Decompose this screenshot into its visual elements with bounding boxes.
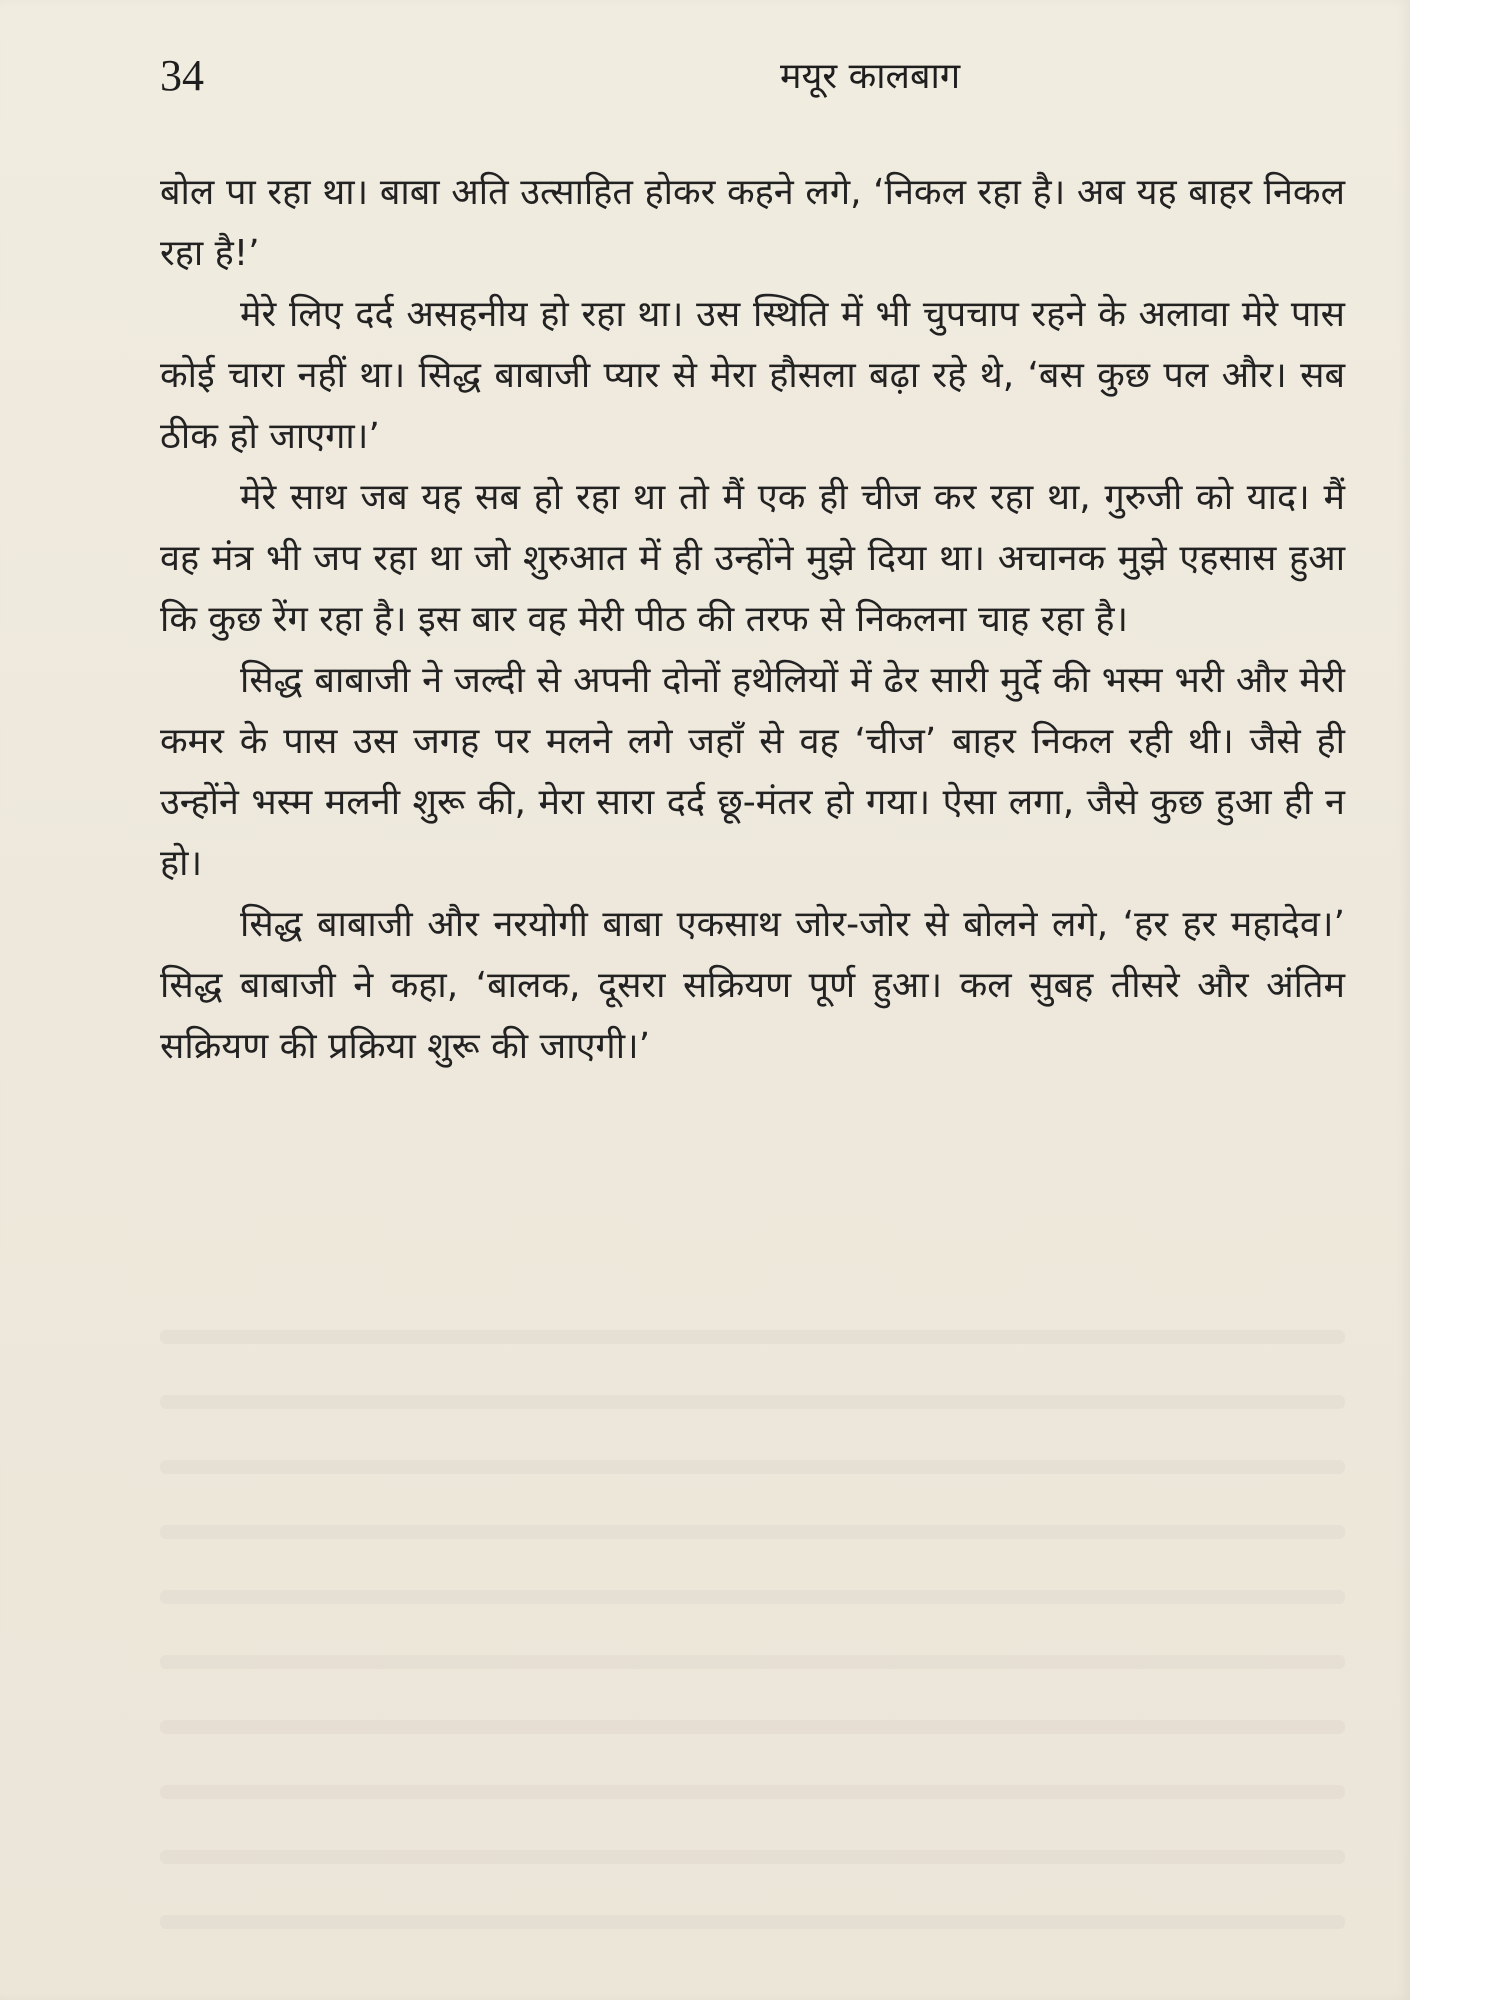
body-text [160,162,1345,1077]
paragraph: मेरे साथ जब यह सब हो रहा था तो मैं एक ही चीज कर रहा था, गुरुजी को याद। मैं वह मंत्र भी जप रहा था जो शुरुआत में ही उन्होंने मुझे दिया था। अचानक मुझे एहसास हुआ कि कुछ रेंग रहा है। इस बार वह मेरी पीठ की तरफ से निकलना चाह रहा है। [160,477,1345,640]
bleed-through-line [160,1330,1345,1344]
book-title: मयूर कालबाग [780,56,961,97]
bleed-through-line [160,1785,1345,1799]
bleed-through-line [160,1395,1345,1409]
running-header [160,50,1410,110]
bleed-through-line [160,1460,1345,1474]
paragraph: बोल पा रहा था। बाबा अति उत्साहित होकर कहने लगे, ‘निकल रहा है। अब यह बाहर निकल रहा है!’ [160,172,1345,274]
paragraph: सिद्ध बाबाजी ने जल्दी से अपनी दोनों हथेलियों में ढेर सारी मुर्दे की भस्म भरी और मेरी कमर के पास उस जगह पर मलने लगे जहाँ से वह ‘चीज’ बाहर निकल रही थी। जैसे ही उन्होंने भस्म मलनी शुरू की, मेरा सारा दर्द छू-मंतर हो गया। ऐसा लगा, जैसे कुछ हुआ ही न हो। [160,660,1345,884]
bleed-through-line [160,1850,1345,1864]
page-number: 34 [160,51,204,100]
paragraph: सिद्ध बाबाजी और नरयोगी बाबा एकसाथ जोर-जोर से बोलने लगे, ‘हर हर महादेव।’ सिद्ध बाबाजी ने कहा, ‘बालक, दूसरा सक्रियण पूर्ण हुआ। कल सुबह तीसरे और अंतिम सक्रियण की प्रक्रिया शुरू की जाएगी।’ [160,904,1345,1067]
bleed-through-line [160,1525,1345,1539]
bleed-through-line [160,1915,1345,1929]
paragraph: मेरे लिए दर्द असहनीय हो रहा था। उस स्थिति में भी चुपचाप रहने के अलावा मेरे पास कोई चारा नहीं था। सिद्ध बाबाजी प्यार से मेरा हौसला बढ़ा रहे थे, ‘बस कुछ पल और। सब ठीक हो जाएगा।’ [160,294,1345,457]
bleed-through-line [160,1720,1345,1734]
bleed-through-line [160,1590,1345,1604]
bleed-through-line [160,1655,1345,1669]
